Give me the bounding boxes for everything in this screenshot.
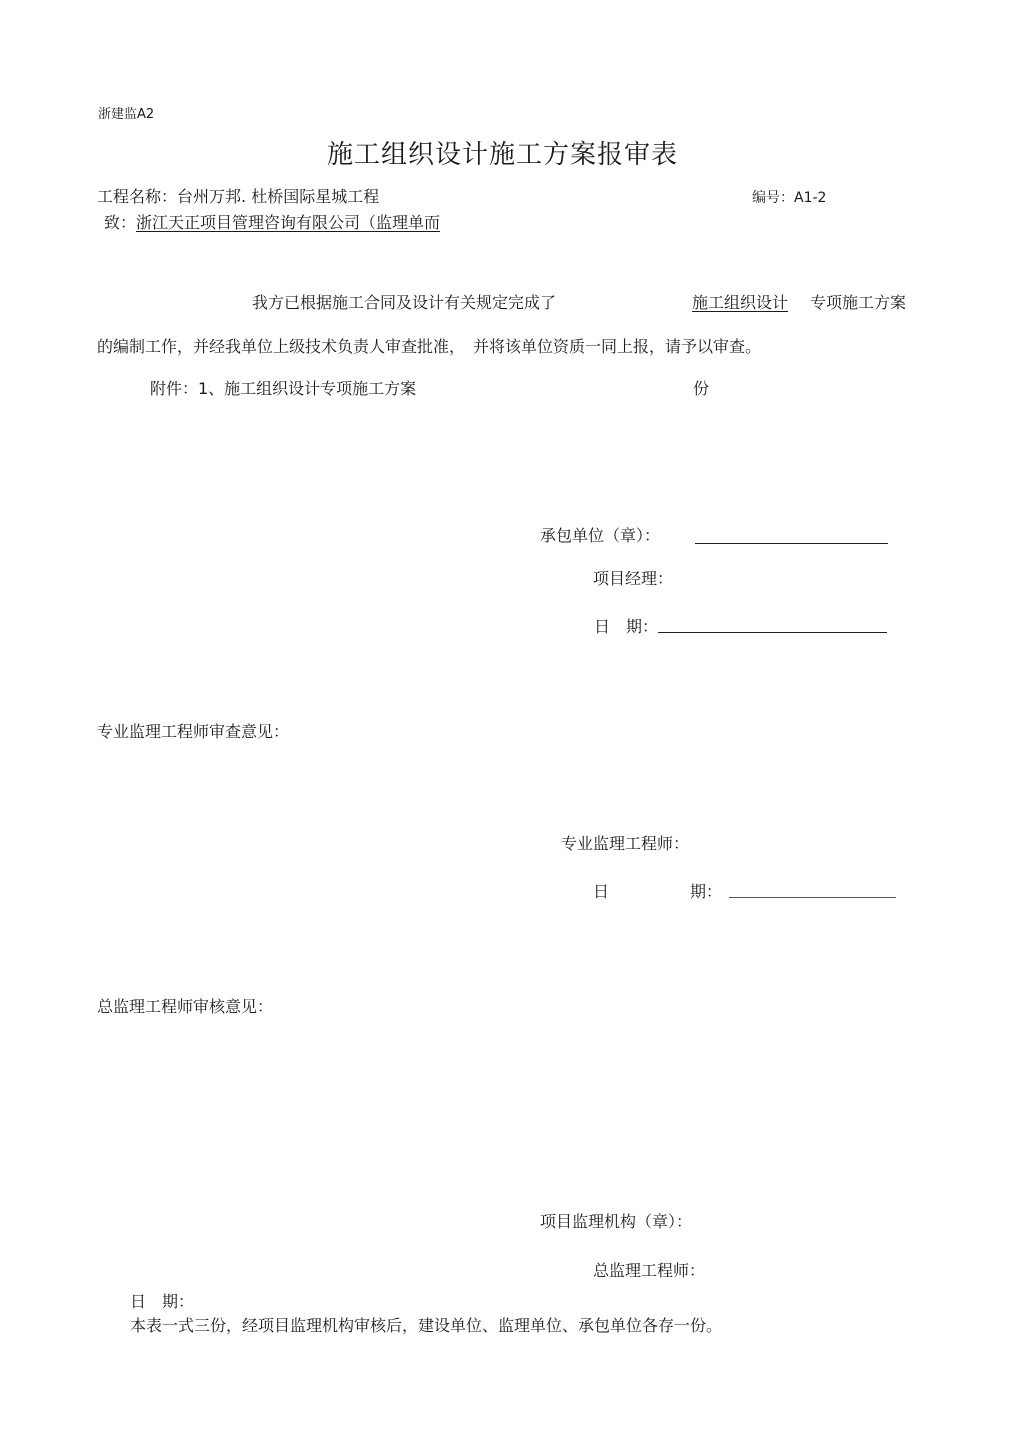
body-line-1-prefix: 我方已根据施工合同及设计有关规定完成了 bbox=[252, 293, 557, 312]
form-number bbox=[752, 188, 826, 208]
specialist-date-line bbox=[729, 897, 896, 898]
project-name-row bbox=[97, 187, 379, 207]
contractor-date-line bbox=[658, 632, 887, 633]
contractor-unit-label: 承包单位（章）： bbox=[540, 526, 661, 545]
recipient-value: 浙江天正项目管理咨询有限公司（监理单而 bbox=[136, 213, 441, 232]
project-name-label: 工程名称： bbox=[97, 187, 178, 206]
attachment-line: 附件：1、施工组织设计专项施工方案 bbox=[150, 379, 417, 398]
footnote: 本表一式三份，经项目监理机构审核后，建设单位、监理单位、承包单位各存一份。 bbox=[130, 1316, 723, 1335]
specialist-date-period: 期： bbox=[690, 882, 723, 901]
project-name-value: 台州万邦. 杜桥国际星城工程 bbox=[177, 187, 380, 206]
project-manager-label: 项目经理： bbox=[593, 569, 674, 588]
chief-date-label: 日 期： bbox=[130, 1292, 195, 1311]
contractor-date-label: 日 期： bbox=[594, 617, 659, 636]
page-title: 施工组织设计施工方案报审表 bbox=[327, 140, 679, 170]
specialist-date-day: 日 bbox=[593, 882, 610, 901]
body-line-1-fill: 施工组织设计 bbox=[692, 293, 789, 312]
supervision-org-label: 项目监理机构（章）： bbox=[540, 1212, 693, 1231]
contractor-unit-signature-line bbox=[695, 543, 888, 544]
recipient-row bbox=[104, 213, 440, 233]
body-line-1-suffix: 专项施工方案 bbox=[810, 293, 907, 312]
body-line-2: 的编制工作，并经我单位上级技术负责人审查批准， 并将该单位资质一同上报，请予以审查。 bbox=[97, 337, 762, 356]
chief-opinion-label: 总监理工程师审核意见： bbox=[97, 997, 274, 1016]
recipient-label: 致： bbox=[104, 213, 137, 232]
specialist-opinion-label: 专业监理工程师审查意见： bbox=[97, 722, 290, 741]
form-code: 浙建监A2 bbox=[98, 107, 155, 122]
specialist-engineer-label: 专业监理工程师： bbox=[561, 834, 690, 853]
form-number-value: A1-2 bbox=[794, 190, 827, 206]
chief-engineer-label: 总监理工程师： bbox=[593, 1261, 706, 1280]
attachment-copies: 份 bbox=[693, 379, 710, 398]
form-number-label: 编号： bbox=[752, 190, 794, 206]
